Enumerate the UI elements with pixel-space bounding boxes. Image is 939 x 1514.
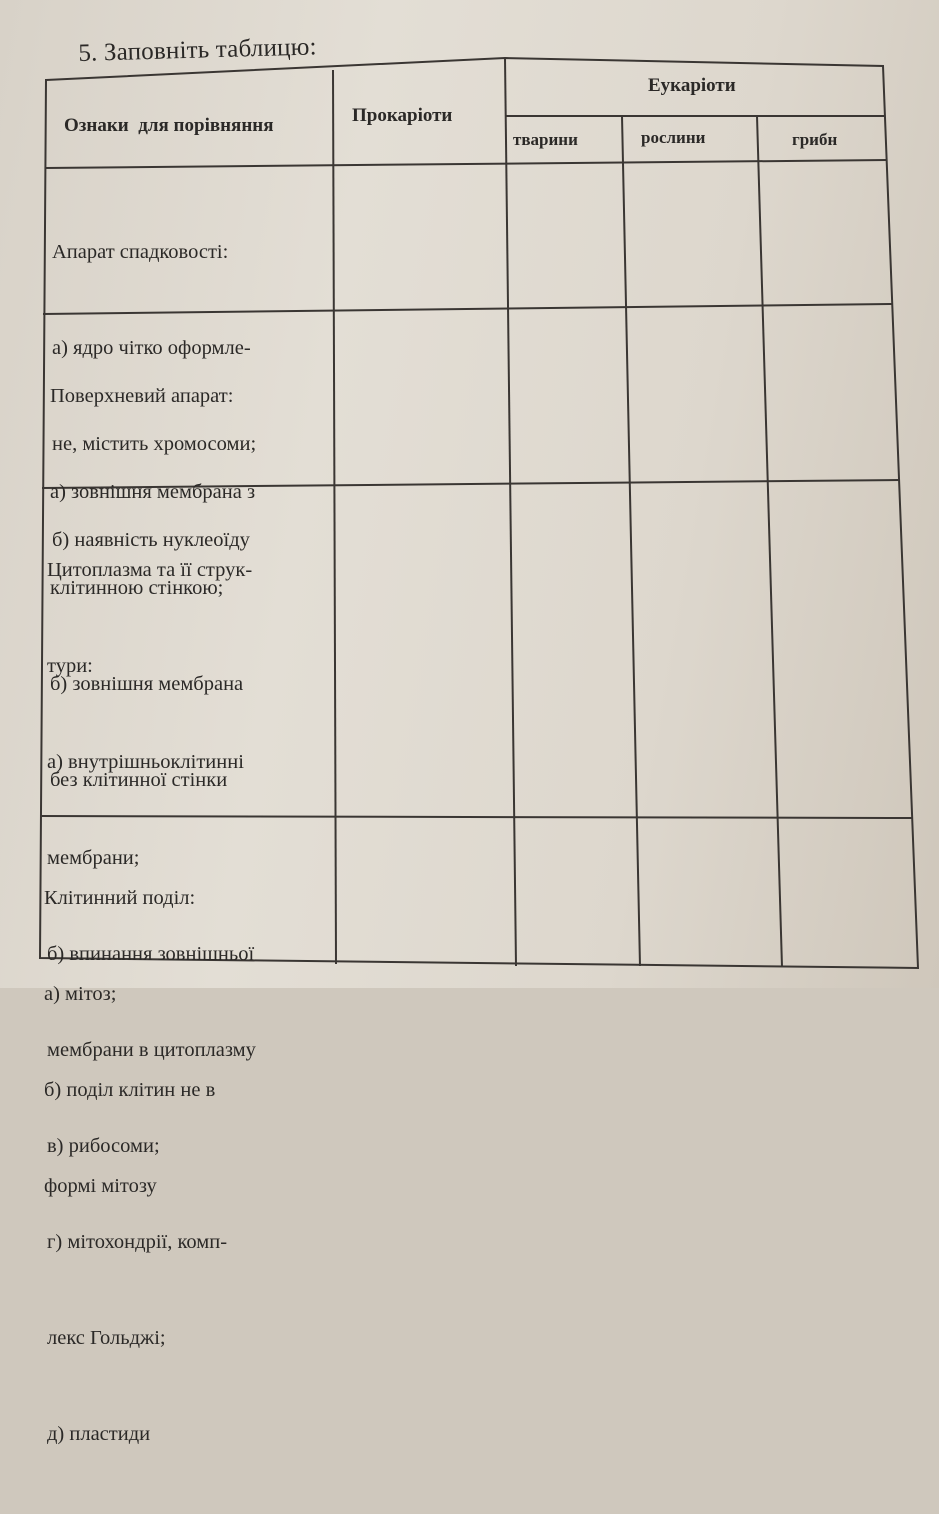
col-divider-1	[333, 70, 336, 964]
task-title: 5. Заповніть таблицю:	[78, 33, 318, 67]
row-line: формі мітозу	[44, 1175, 157, 1197]
header-features: Ознаки для порівняння	[64, 115, 274, 136]
row-line: Клітинний поділ:	[44, 887, 196, 909]
col-divider-4	[757, 116, 782, 967]
row-cell-division	[44, 818, 215, 1266]
row-line: клітинною стінкою;	[50, 577, 224, 599]
row-line: в) рибосоми;	[47, 1135, 160, 1157]
header-fungi: грибн	[792, 130, 838, 149]
header-divider	[45, 160, 887, 168]
row-line: б) зовнішня мембрана	[50, 673, 244, 695]
row-line: не, містить хромосоми;	[52, 433, 257, 455]
row-line: а) ядро чітко оформле-	[52, 337, 251, 359]
row-line: а) внутрішньоклітинні	[47, 751, 244, 773]
row-line: б) наявність нуклеоїду	[52, 529, 250, 551]
row-line: г) мітохондрії, комп-	[47, 1231, 228, 1253]
row-line: Апарат спадковості:	[52, 241, 229, 263]
row-line: д) пластиди	[47, 1423, 151, 1445]
row-line: б) впинання зовнішньої	[47, 943, 255, 965]
row-line: мембрани в цитоплазму	[47, 1039, 256, 1061]
row-line: а) зовнішня мембрана з	[50, 481, 256, 503]
row-line: Цитоплазма та її струк-	[47, 559, 253, 581]
col-divider-2	[505, 58, 516, 966]
row-line: без клітинної стінки	[50, 769, 228, 791]
header-prokaryotes: Прокаріоти	[352, 105, 453, 126]
row-line: а) мітоз;	[44, 983, 117, 1005]
header-animals: тварини	[513, 130, 578, 149]
row-line: б) поділ клітин не в	[44, 1079, 216, 1101]
header-eukaryotes: Еукаріоти	[648, 75, 736, 96]
row-line: Поверхневий апарат:	[50, 385, 234, 407]
header-plants: рослини	[641, 128, 706, 147]
row-line: тури:	[47, 655, 93, 677]
col-divider-3	[622, 116, 640, 966]
row-line: мембрани;	[47, 847, 140, 869]
row-line: лекс Гольджі;	[47, 1327, 166, 1349]
